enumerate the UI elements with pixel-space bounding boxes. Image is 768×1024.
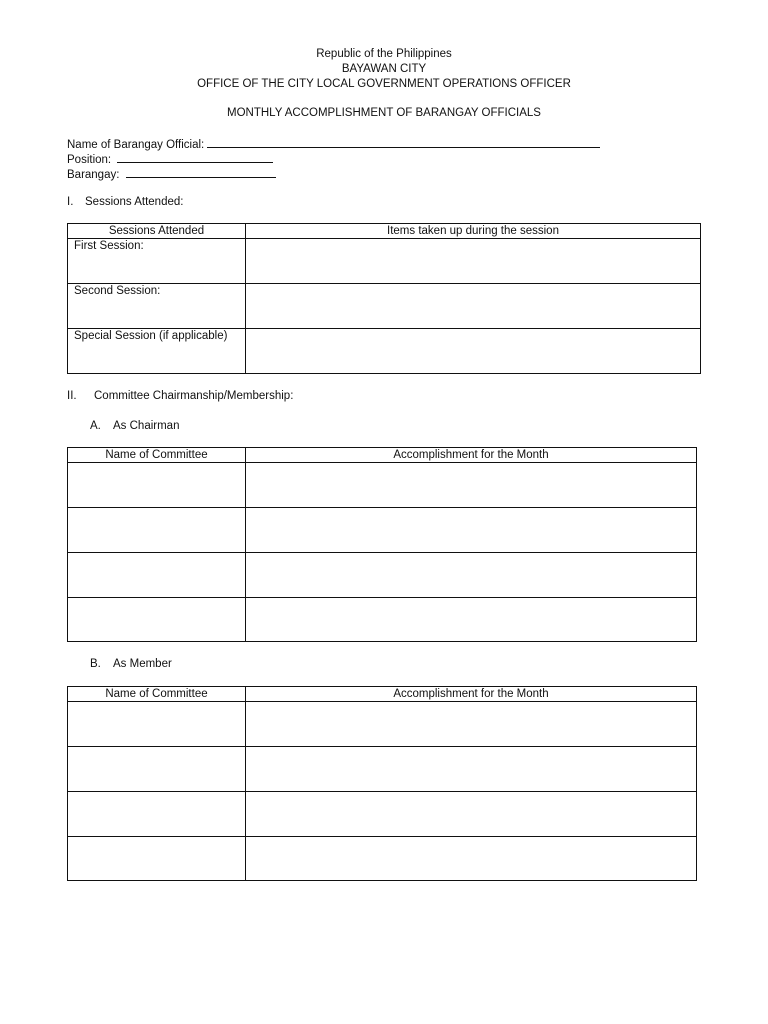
position-label: Position: — [67, 154, 112, 166]
table-row — [68, 239, 701, 284]
header-city: BAYAWAN CITY — [341, 63, 427, 75]
table-row — [68, 284, 701, 329]
column-header: Name of Committee — [68, 448, 246, 463]
section-1-heading — [67, 195, 183, 209]
accomplishment-cell[interactable] — [246, 508, 697, 553]
section-1-number: I. — [67, 196, 74, 208]
committee-name-cell[interactable] — [68, 553, 246, 598]
table-row — [68, 792, 697, 837]
official-name-field — [67, 136, 600, 152]
session-items-cell[interactable] — [246, 284, 701, 329]
member-table — [67, 686, 697, 881]
column-header: Sessions Attended — [68, 224, 246, 239]
table-row — [68, 329, 701, 374]
subsection-b-letter: B. — [90, 658, 101, 670]
column-header: Name of Committee — [68, 687, 246, 702]
accomplishment-cell[interactable] — [246, 837, 697, 881]
position-blank — [117, 151, 273, 163]
section-2-heading — [67, 389, 293, 403]
table-row — [68, 598, 697, 642]
committee-name-cell[interactable] — [68, 702, 246, 747]
subsection-a-heading — [90, 419, 179, 433]
subsection-a-title: As Chairman — [113, 420, 180, 432]
committee-name-cell[interactable] — [68, 792, 246, 837]
committee-name-cell[interactable] — [68, 598, 246, 642]
accomplishment-cell[interactable] — [246, 463, 697, 508]
session-items-cell[interactable] — [246, 329, 701, 374]
official-name-blank — [207, 136, 600, 148]
section-2-title: Committee Chairmanship/Membership: — [94, 390, 294, 402]
table-row — [68, 508, 697, 553]
sessions-table — [67, 223, 701, 374]
table-row — [68, 747, 697, 792]
committee-name-cell[interactable] — [68, 747, 246, 792]
chairman-header-row — [68, 448, 697, 463]
subsection-b-heading — [90, 657, 172, 671]
committee-name-cell[interactable] — [68, 837, 246, 881]
member-header-row — [68, 687, 697, 702]
section-2-number: II. — [67, 390, 77, 402]
column-header: Items taken up during the session — [246, 224, 701, 239]
table-row — [68, 463, 697, 508]
section-1-title: Sessions Attended: — [85, 196, 184, 208]
header-republic: Republic of the Philippines — [316, 48, 452, 60]
barangay-blank — [126, 166, 276, 178]
column-header: Accomplishment for the Month — [246, 448, 697, 463]
table-row — [68, 553, 697, 598]
column-header: Accomplishment for the Month — [246, 687, 697, 702]
session-label: Second Session: — [68, 284, 246, 329]
accomplishment-cell[interactable] — [246, 747, 697, 792]
accomplishment-cell[interactable] — [246, 598, 697, 642]
sessions-header-row — [68, 224, 701, 239]
table-row — [68, 837, 697, 881]
committee-name-cell[interactable] — [68, 508, 246, 553]
session-label: Special Session (if applicable) — [68, 329, 246, 374]
table-row — [68, 702, 697, 747]
committee-name-cell[interactable] — [68, 463, 246, 508]
accomplishment-cell[interactable] — [246, 553, 697, 598]
subsection-b-title: As Member — [113, 658, 172, 670]
accomplishment-cell[interactable] — [246, 702, 697, 747]
barangay-label: Barangay: — [67, 169, 120, 181]
position-field — [67, 151, 273, 167]
official-name-label: Name of Barangay Official: — [67, 139, 205, 151]
session-items-cell[interactable] — [246, 239, 701, 284]
barangay-field — [67, 166, 276, 182]
chairman-table — [67, 447, 697, 642]
header-office: OFFICE OF THE CITY LOCAL GOVERNMENT OPERATIONS OFFICER — [197, 78, 571, 90]
accomplishment-cell[interactable] — [246, 792, 697, 837]
subsection-a-letter: A. — [90, 420, 101, 432]
document-title: MONTHLY ACCOMPLISHMENT OF BARANGAY OFFICIALS — [227, 107, 541, 119]
session-label: First Session: — [68, 239, 246, 284]
